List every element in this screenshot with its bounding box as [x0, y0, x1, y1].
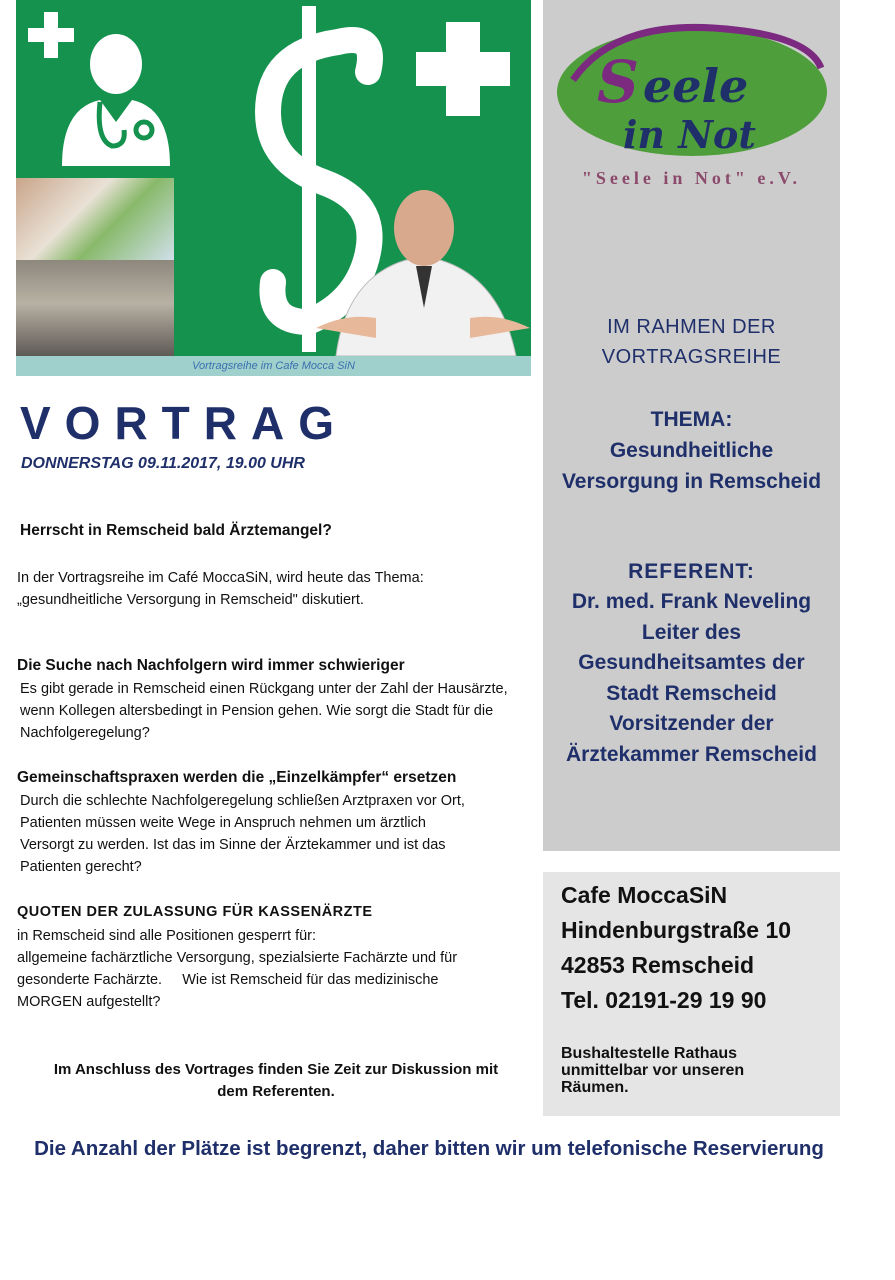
- hero-caption: Vortragsreihe im Cafe Mocca SiN: [16, 356, 531, 376]
- paragraph-line: Patienten gerecht?: [20, 859, 142, 875]
- speaker-line: Stadt Remscheid: [606, 681, 777, 705]
- intro-paragraph: [17, 567, 424, 611]
- logo-word-in-not: in Not: [623, 112, 756, 157]
- section-text-quotas: [17, 925, 457, 1013]
- bus-line: unmittelbar vor unseren: [561, 1062, 745, 1079]
- reservation-notice: Die Anzahl der Plätze ist begrenzt, daher bitten wir um telefonische Reservierung: [34, 1137, 824, 1160]
- logo-word-seele: eele: [643, 59, 749, 113]
- photo-waiting-room: [16, 260, 174, 356]
- lead-question: Herrscht in Remscheid bald Ärztemangel?: [20, 522, 332, 539]
- paragraph-line: Es gibt gerade in Remscheid einen Rückgang unter der Zahl der Hausärzte,: [20, 681, 508, 697]
- series-label: [543, 312, 840, 372]
- series-label-line: IM RAHMEN DER: [607, 316, 776, 338]
- seele-in-not-logo: [553, 20, 831, 160]
- paragraph-line: allgemeine fachärztliche Versorgung, spezialsierte Fachärzte und für: [17, 950, 458, 966]
- section-text-successors: [20, 678, 508, 744]
- speaker-details: [543, 587, 840, 770]
- doctor-icon: [56, 30, 176, 166]
- closing-line: dem Referenten.: [217, 1083, 335, 1100]
- section-heading-quotas: QUOTEN DER ZULASSUNG FÜR KASSENÄRZTE: [17, 904, 373, 920]
- closing-line: Im Anschluss des Vortrages finden Sie Zeit zur Diskussion mit: [53, 1061, 499, 1078]
- bus-line: Bushaltestelle Rathaus: [561, 1045, 738, 1062]
- section-heading-group-practices: Gemeinschaftspraxen werden die „Einzelkämpfer“ ersetzen: [17, 769, 457, 786]
- paragraph-line: Durch die schlechte Nachfolgeregelung schließen Arztpraxen vor Ort,: [20, 793, 465, 809]
- paragraph-line: gesonderte Fachärzte. Wie ist Remscheid für das medizinische: [17, 972, 439, 988]
- topic-text: [543, 435, 840, 497]
- speaker-line: Vorsitzender der: [609, 712, 774, 735]
- paragraph-line: in Remscheid sind alle Positionen gesperrt für:: [17, 928, 317, 944]
- paragraph-line: MORGEN aufgestellt?: [17, 994, 161, 1010]
- section-heading-successors: Die Suche nach Nachfolgern wird immer schwieriger: [17, 657, 405, 674]
- paragraph-line: Patienten müssen weite Wege in Anspruch nehmen um ärztlich: [20, 815, 426, 831]
- closing-note: [20, 1059, 532, 1103]
- svg-text:S: S: [597, 48, 639, 116]
- intro-line: In der Vortragsreihe im Café MoccaSiN, wird heute das Thema:: [17, 570, 424, 586]
- venue-name: Cafe MoccaSiN: [561, 882, 728, 908]
- doctor-figure: [316, 188, 530, 356]
- bus-line: Räumen.: [561, 1079, 629, 1096]
- paragraph-line: Nachfolgeregelung?: [20, 725, 150, 741]
- topic-line: Versorgung in Remscheid: [561, 470, 822, 493]
- intro-line: „gesundheitliche Versorgung in Remscheid" diskutiert.: [17, 592, 364, 608]
- club-name: "Seele in Not" e.V.: [581, 168, 802, 188]
- paragraph-line: wenn Kollegen altersbedingt in Pension gehen. Wie sorgt die Stadt für die: [20, 703, 494, 719]
- venue-phone: Tel. 02191-29 19 90: [561, 987, 767, 1013]
- event-date: DONNERSTAG 09.11.2017, 19.00 UHR: [21, 455, 305, 472]
- speaker-line: Dr. med. Frank Neveling: [571, 590, 812, 613]
- series-label-line: VORTRAGSREIHE: [601, 346, 782, 368]
- page-title: VORTRAG: [20, 397, 348, 449]
- bus-stop-info: [561, 1045, 831, 1096]
- section-text-group-practices: [20, 790, 465, 878]
- venue-city: 42853 Remscheid: [561, 952, 755, 978]
- plus-cross-icon: [416, 22, 510, 116]
- speaker-line: Leiter des: [641, 620, 742, 644]
- venue-address: [561, 878, 791, 1018]
- topic-line: Gesundheitliche: [609, 439, 774, 462]
- speaker-line: Gesundheitsamtes der: [578, 651, 805, 674]
- speaker-heading: REFERENT:: [628, 560, 755, 583]
- topic-heading: THEMA:: [650, 408, 733, 431]
- photo-doctor-patient: [16, 178, 174, 260]
- paragraph-line: Versorgt zu werden. Ist das im Sinne der Ärztekammer und ist das: [20, 837, 446, 853]
- venue-street: Hindenburgstraße 10: [561, 917, 792, 943]
- speaker-line: Ärztekammer Remscheid: [566, 742, 817, 766]
- header-illustration: [16, 0, 531, 376]
